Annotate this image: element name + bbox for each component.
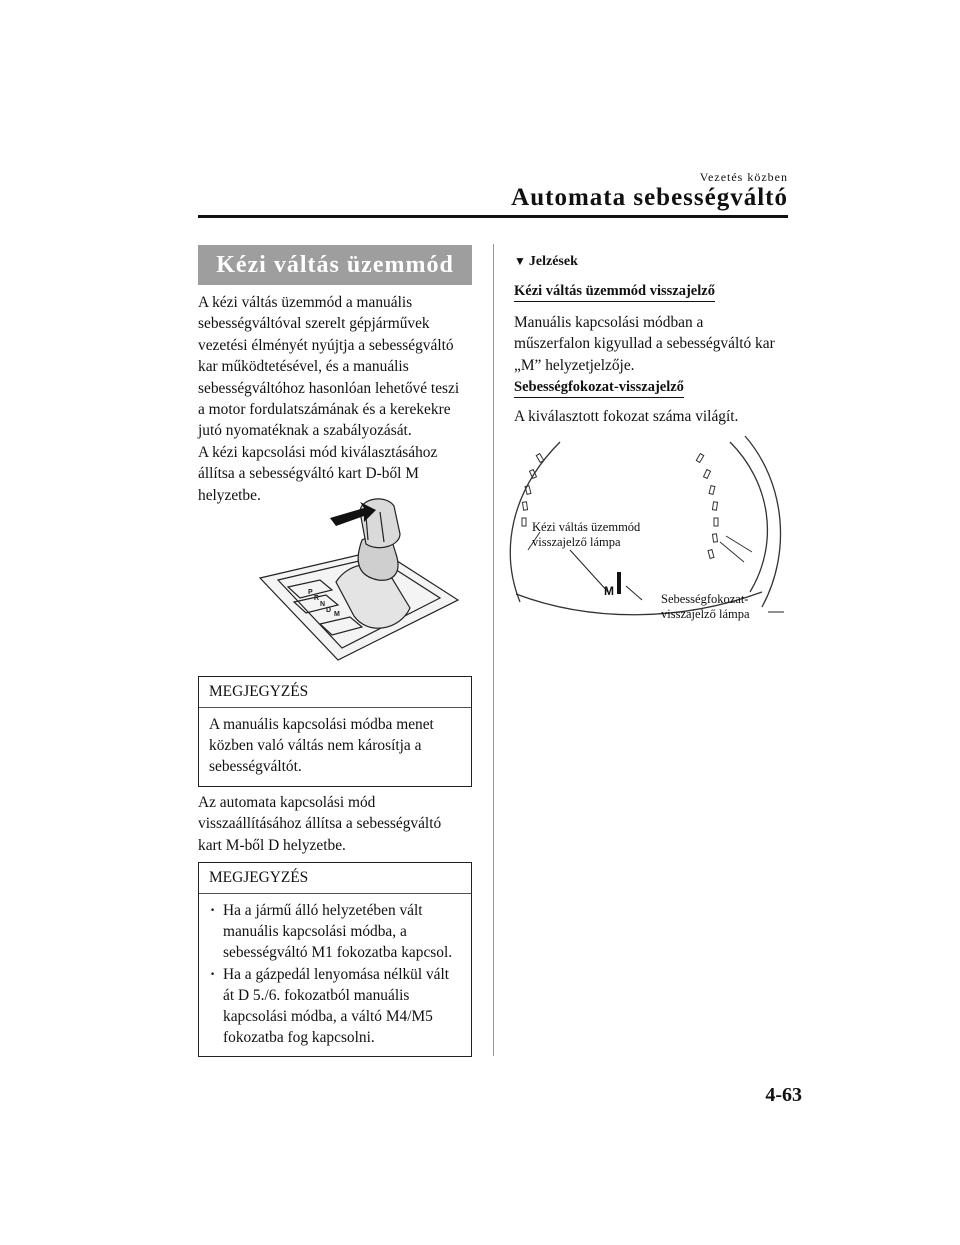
shift-lever-illustration: [250, 490, 470, 665]
text-line: A kézi kapcsolási mód kiválasztásához: [198, 443, 438, 461]
shifter-letter: M: [334, 611, 340, 618]
text-line: sebességváltót.: [209, 758, 302, 776]
text-line: kart M-ből D helyzetbe.: [198, 836, 346, 854]
topic-banner: Kézi váltás üzemmód: [198, 245, 472, 285]
section-title: Automata sebességváltó: [511, 184, 788, 211]
text-line: a motor fordulatszámának és a kerekekre: [198, 401, 451, 419]
subsection-heading: [514, 254, 578, 270]
note-bullet: [209, 964, 461, 1049]
text-line: A manuális kapcsolási módba menet: [209, 716, 434, 733]
indicator-heading: [514, 282, 715, 302]
gear-indicator-letter: M: [604, 584, 614, 598]
gear-paragraph: [514, 406, 794, 427]
label-gear-lamp: [661, 592, 750, 622]
note-heading: MEGJEGYZÉS: [199, 677, 471, 708]
text-line: közben való váltás nem károsítja a: [209, 737, 422, 755]
caption-line: Sebességfokozat-: [661, 592, 749, 606]
text-line: sebességváltóval szerelt gépjárművek: [198, 315, 430, 333]
note-box: [198, 862, 472, 1057]
chapter-label: Vezetés közben: [699, 170, 788, 184]
subsection-title: Jelzések: [528, 254, 578, 269]
text-line: sebességváltó M1 fokozatba kapcsol.: [223, 944, 453, 962]
shifter-letter: D: [326, 607, 332, 614]
text-line: Manuális kapcsolási módban a: [514, 314, 704, 331]
text-line: át D 5./6. fokozatból manuális: [223, 986, 410, 1004]
text-line: sebességváltóhoz hasonlóan lehetővé teszi: [198, 379, 460, 397]
note-bullet: [209, 900, 461, 964]
note-heading: MEGJEGYZÉS: [199, 863, 471, 894]
indicator-paragraph: [514, 312, 794, 376]
caption-line: Kézi váltás üzemmód: [532, 520, 641, 534]
text-line: A kézi váltás üzemmód a manuális: [198, 294, 413, 311]
label-manual-mode-lamp: [532, 520, 640, 550]
intro-paragraph: [198, 292, 483, 506]
return-paragraph: [198, 792, 483, 856]
shifter-letter: P: [308, 589, 313, 596]
shifter-letter: R: [314, 595, 320, 602]
text-line: helyzetbe.: [198, 486, 261, 504]
text-line: A kiválasztott fokozat száma világít.: [514, 408, 739, 425]
text-line: kapcsolási módba, a váltó M4/M5: [223, 1008, 433, 1026]
text-line: jutó nyomatéknak a szabályozását.: [198, 422, 412, 440]
text-line: · Ha a gázpedál lenyomása nélkül vált: [223, 965, 450, 983]
heading-manual-mode-indicator: Kézi váltás üzemmód visszajelző: [514, 283, 715, 302]
heading-gear-indicator: Sebességfokozat-visszajelző: [514, 379, 684, 398]
text-line: manuális kapcsolási módba, a: [223, 923, 407, 941]
note-box: [198, 676, 472, 787]
text-line: visszaállításához állítsa a sebességváltó: [198, 815, 442, 833]
note-body: [199, 708, 471, 786]
text-line: műszerfalon kigyullad a sebességváltó kar: [514, 335, 775, 353]
triangle-down-icon: ▼: [514, 254, 526, 268]
header-rule: [198, 215, 788, 218]
text-line: vezetési élményét nyújtja a sebességváltó: [198, 336, 454, 354]
text-line: fokozatba fog kapcsolni.: [223, 1029, 375, 1047]
text-line: állítsa a sebességváltó kart D-ből M: [198, 465, 419, 483]
indicator-heading: [514, 378, 684, 398]
caption-line: visszajelző lámpa: [532, 535, 621, 549]
text-line: Az automata kapcsolási mód: [198, 794, 376, 811]
page-number: 4-63: [765, 1084, 802, 1106]
text-line: kar működtetésével, és a manuális: [198, 358, 409, 376]
note-body: [199, 894, 471, 1056]
gear-indicator-lamp: [617, 572, 621, 594]
column-divider: [493, 244, 494, 1056]
caption-line: visszajelző lámpa: [661, 607, 750, 621]
text-line: „M” helyzetjelzője.: [514, 356, 635, 374]
shifter-letter: N: [320, 601, 326, 608]
text-line: · Ha a jármű álló helyzetében vált: [223, 902, 423, 919]
